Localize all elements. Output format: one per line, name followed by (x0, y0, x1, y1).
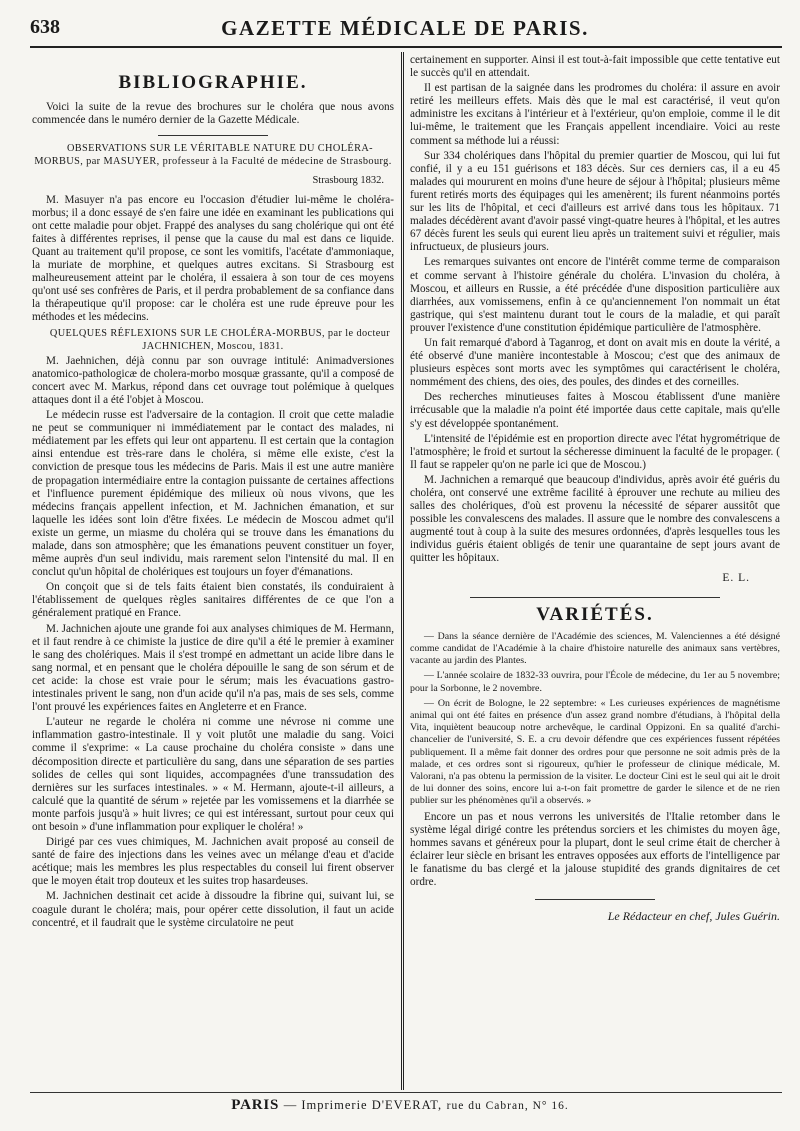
left-column (32, 54, 394, 932)
footer-city: PARIS (231, 1097, 280, 1113)
entry-heading-jachnichen: QUELQUES RÉFLEXIONS SUR LE CHOLÉRA-MORBUS, par le docteur JACHNICHEN, Moscou, 1831. (49, 327, 391, 352)
paragraph: certainement en supporter. Ainsi il est tout-à-fait impossible que cette tentative eut le succès qu'il en attendait. (410, 54, 780, 80)
footer-printer: — Imprimerie D'EVERAT, (283, 1098, 443, 1112)
notice-item: — Dans la séance dernière de l'Académie des sciences, M. Valenciennes a été désigné comme candidat de l'Académie à la chaire d'histoire naturelle des animaux sans vertèbres, vacante au jardin des Plantes. (410, 630, 780, 667)
page-header (30, 14, 780, 46)
page-number: 638 (30, 16, 60, 38)
imprint-footer (0, 1097, 800, 1114)
paragraph: Le médecin russe est l'adversaire de la contagion. Il croit que cette maladie ne peut se communiquer ni immédiatement par le contact des malades, ni médiatement par les effets qui leur ont appartenu. Il est certain que la contagion ainsi entendue est très-rare dans le choléra, si même elle existe, c'est la conviction de presque tous les médecins de Paris. Mais il est une autre manière de propagation intermédiaire entre la contagion puissante de certaines affections et l'influence purement épidémique des milieux où nous vivons, que les médecins français appellent infection, et M. Jachnichen émanation, et sur laquelle les idées sont loin d'être fixées. Le médecin de Moscou admet qu'il existe un germe, un miasme du choléra qui se trouve dans les émanations du malade, dans son atmosphère; que les émanations peuvent constituer un foyer, même auprès d'un seul individu, mais rarement selon l'intensité du mal. Il en conclut qu'un hôpital de cholériques est toujours un foyer d'émanations. (32, 409, 394, 579)
paragraph: Des recherches minutieuses faites à Moscou établissent d'une manière irrécusable que la maladie n'a point été importée daus cette capitale, mais qu'elle s'y est développée spontanément. (410, 391, 780, 430)
bibliographie-heading: BIBLIOGRAPHIE. (118, 72, 308, 93)
paragraph: M. Jachnichen destinait cet acide à dissoudre la fibrine qui, suivant lui, se coagule durant le choléra; mais, pour opérer cette dissolution, il faut un acide concentré, et il faudrait que le système circulatoire ne peut (32, 890, 394, 929)
editor-in-chief: Le Rédacteur en chef, Jules Guérin. (607, 909, 780, 924)
section-rule (535, 899, 655, 900)
footer-rule (30, 1092, 782, 1093)
paragraph: M. Jachnichen ajoute une grande foi aux analyses chimiques de M. Hermann, et il faut rendre à ce chimiste la justice de dire qu'il a été le premier à examiner le sang des cholériques. Mais il s'est trompé en admettant un acide libre dans le sang normal, et en pensant que le choléra dépouille le sang de son sérum et de cet acide: la chose est vraie pour le sérum; mais les évacuations gastro-intestinales privent le sang, non d'un acide qu'il n'a pas, mais de ses sels, comme l'ont prouvé les expériences faites en Angleterre et en France. (32, 622, 394, 714)
bibliography-intro: Voici la suite de la revue des brochures sur le choléra que nous avons commencée dans le numéro dernier de la Gazette Médicale. (32, 101, 394, 127)
paragraph: M. Jachnichen a remarqué que beaucoup d'individus, après avoir été guéris du choléra, ont conservé une extrême facilité à éprouver une rechute au milieu des salles des cholériques, d'où est provenu la nécessité de séparer aussitôt que possible les convalescens des malades. Il assure que le nombre des convalescens a augmenté tout à coup à la suite des mesures ordonnées, d'après lesquelles tous les individus guéris étaient obligés de tenir une quarantaine de sept jours avant de quitter les hôpitaux. (410, 473, 780, 565)
right-column (410, 54, 780, 923)
paragraph: M. Masuyer n'a pas encore eu l'occasion d'étudier lui-même le choléra-morbus; il a donc essayé de s'en faire une idée en examinant les publications qui ont cette maladie pour objet. Frappé des analyses du sang cholérique qui ont été faites à différentes reprises, il pense que la cause du mal est dans ce liquide. Quant au traitement qu'il propose, ce sont les vomitifs, l'acétate d'ammoniaque, la muriate de morphine, et quelques autres excitans. Si Strasbourg est malheureusement atteint par le choléra, il essaiera à son tour de ces moyens qu'ont usé ses confrères de Paris, et il perdra probablement de sa confiance dans la thérapeutique qu'il propose: car le choléra est une rude épreuve pour les méthodes et les médecins. (32, 193, 394, 324)
journal-title: GAZETTE MÉDICALE DE PARIS. (221, 16, 589, 40)
paragraph: Dirigé par ces vues chimiques, M. Jachnichen avait proposé au conseil de santé de faire des injections dans les veines avec un mélange d'eau et d'acide acétique; mais les membres les plus respectables du conseil lui firent observer que le moyen était trop douteux et les suites trop hasardeuses. (32, 836, 394, 888)
notice-item: — L'année scolaire de 1832-33 ouvrira, pour l'École de médecine, du 1er au 5 novembre; pour la Sorbonne, le 2 novembre. (410, 670, 780, 694)
paragraph: M. Jaehnichen, déjà connu par son ouvrage intitulé: Animadversiones anatomico-pathologicæ de cholera-morbo mosquæ grassante, qu'il a composé de concert avec M. Markus, répond dans cet ouvrage tout polémique à quelques attaques dont il a été l'objet à Moscou. (32, 354, 394, 406)
header-rule (30, 46, 782, 48)
paragraph: L'intensité de l'épidémie est en proportion directe avec l'état hygrométrique de l'atmosphère; le froid et surtout la sécheresse diminuent la faculté de le propager. ( Il faut se rappeler qu'on ne parle ici que de Moscou.) (410, 432, 780, 471)
author-signature: E. L. (722, 571, 750, 584)
paragraph: Un fait remarqué d'abord à Taganrog, et dont on avait mis en doute la vérité, a été observé d'une manière incontestable à Moscou; c'est que des animaux de plusieurs espèces sont morts avec les symptômes qui caractérisent le choléra, nommément des chiens, des oies, des poules, des dindes et des corneilles. (410, 336, 780, 389)
dateline-strasbourg: Strasbourg 1832. (312, 175, 384, 187)
paragraph: Il est partisan de la saignée dans les prodromes du choléra: il assure en avoir retiré les meilleurs effets. Mais dès que le mal est caractérisé, il veut qu'on administre les excitans à l'intérieur et à l'extérieur, qu'on emploie, comme il le dit lui-même, le traitement que les Français appellent incendiaire. Voici au reste comment sa méthode lui a réussi: (410, 82, 780, 147)
varietes-notices (410, 631, 780, 808)
paragraph: On conçoit que si de tels faits étaient bien constatés, ils conduiraient à l'établissement de quelques règles sanitaires différentes de ce que l'on a généralement pratiqué en France. (32, 581, 394, 620)
paragraph: L'auteur ne regarde le choléra ni comme une névrose ni comme une inflammation gastro-intestinale. Il y voit plutôt une maladie du sang. Voici comme il s'exprime: « La cause prochaine du choléra consiste » dans une décomposition directe et particulière du sang, dans une séparation de ses parties solides de celles qui sont liquides, accompagnées d'une transsudation des dernières sur les surfaces intestinales. » « M. Hermann, ajoute-t-il ailleurs, a calculé que la quantité de sérum » rejetée par les vomissemens et la diarrhée se monte parfois jusqu'à » huit livres; ce qui est intéressant, surtout pour ceux qui ont besoin » d'une inflammation pour expliquer le choléra! » (32, 716, 394, 833)
section-rule (158, 135, 268, 136)
section-rule (470, 597, 720, 598)
footer-street: rue du Cabran, N° 16. (446, 1100, 569, 1112)
paragraph: Sur 334 cholériques dans l'hôpital du premier quartier de Moscou, qui lui fut confié, il y a eu 151 guérisons et 183 décès. Sur ces derniers cas, il a eu 45 malades qui moururent en moins d'une heure de séjour à l'hôpital; plusieurs même furent retirés morts des équipages qui les amenèrent; ils furent néanmoins portés sur les lits de l'hôpital, et ceci d'ailleurs est arrivé dans tous les hôpitaux. 71 malades décédèrent avant d'avoir passé vingt-quatre heures à l'hôpital, et les autres 67 décès furent les seuls qui eurent lieu après un traitement suivi et régulier, mais infructueux, de plusieurs jours. (410, 149, 780, 254)
varietes-heading: VARIÉTÉS. (536, 603, 654, 625)
paragraph: Encore un pas et nous verrons les universités de l'Italie retomber dans le système légal dirigé contre les prétendus sorciers et les chimistes du moyen âge, hommes savans et généreux pour la plupart, dont le seul crime était de chercher à éclairer leur siècle en brisant les entraves opposées aux efforts de l'intelligence par le fanatisme du bas clergé et la jalouse stupidité des grands dignitaires de cet ordre. (410, 810, 780, 889)
paragraph: Les remarques suivantes ont encore de l'intérêt comme terme de comparaison et comme servant à l'histoire générale du choléra. L'invasion du choléra, à Moscou, et ailleurs en Russie, a été précédée d'une disposition particulière aux diarrhées, aux vomissemens, enfin à ce qu'anciennement l'on nommait un état gastrique, qui s'est maintenu durant tout le cours de la maladie, et qui paraît prouver l'existence d'une constitution épidémique particulière de l'atmosphère. (410, 256, 780, 334)
notice-item: — On écrit de Bologne, le 22 septembre: « Les curieuses expériences de magnétisme animal qui ont été faites en présence d'un assez grand nombre d'étudians, à l'hôpital della Vita, inquiètent beaucoup notre archevêque, le cardinal Oppizoni. En sa qualité d'archi-chancelier de l'université, S. E. a cru devoir défendre que ces expériences fussent répétées publiquement. Il a même fait donner des ordres pour que personne ne soit admis près de la malade, et ces ordres sont si rigoureux, qu'hier le professeur de clinique médicale, M. Valorani, n'a pas obtenu la permission de la visiter. Le docteur Cini est le seul qui ait le droit de lui donner des soins, encore lui a-t-on fait promettre de garder le silence et de ne rien publier sur les phénomènes qu'il a observés. » (410, 697, 780, 807)
column-divider (401, 52, 404, 1090)
entry-heading-masuyer: OBSERVATIONS SUR LE VÉRITABLE NATURE DU CHOLÉRA-MORBUS, par MASUYER, professeur à la Faculté de médecine de Strasbourg. (34, 143, 392, 168)
